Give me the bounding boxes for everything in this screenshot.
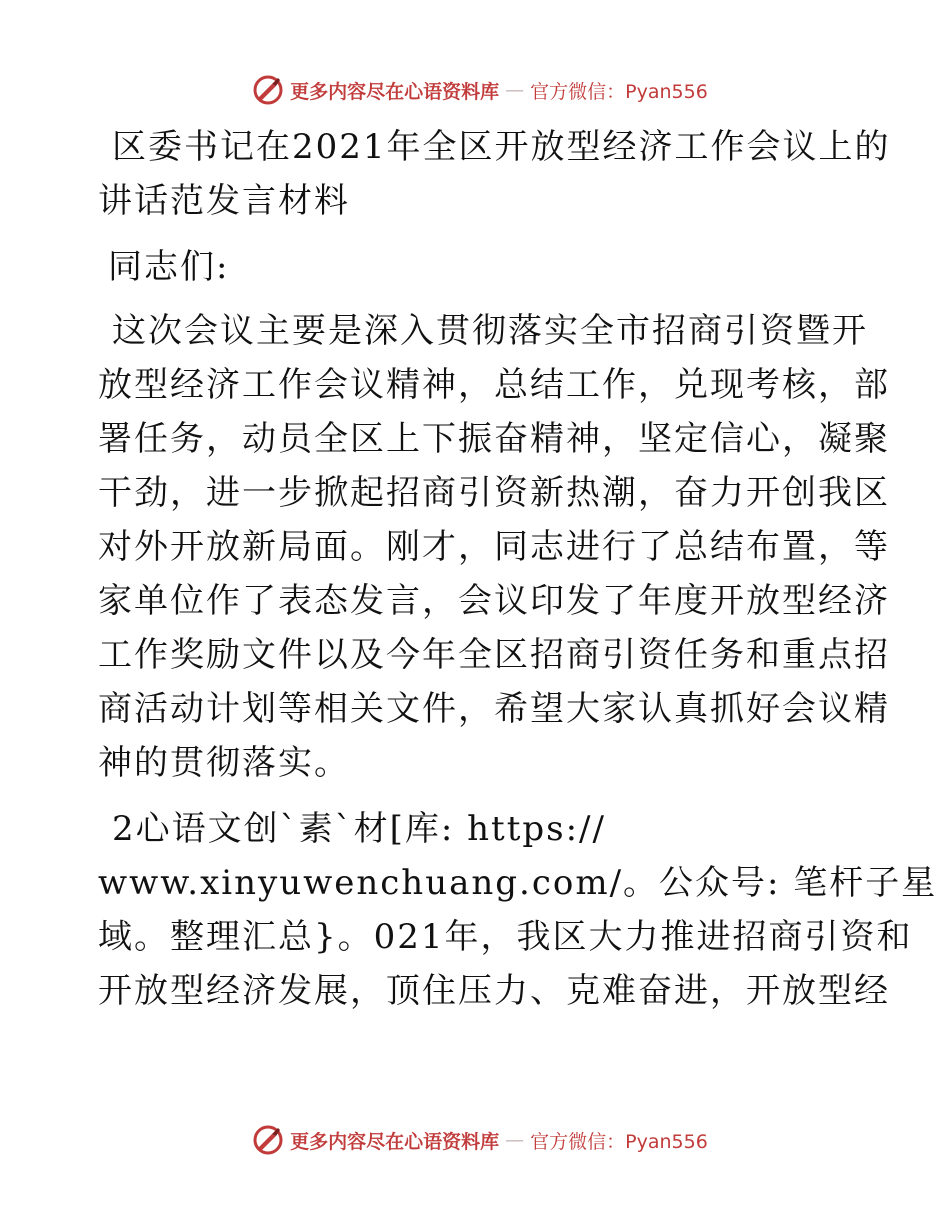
banner-wechat: 官方微信：Pyan556 [530, 80, 708, 103]
paragraph-line: www.xinyuwenchuang.com/。公众号: 笔杆子星 [98, 863, 938, 903]
paragraph-line: 商活动计划等相关文件，希望大家认真抓好会议精 [98, 689, 890, 729]
paragraph-line: 放型经济工作会议精神，总结工作，兑现考核，部 [98, 365, 890, 405]
pen-logo-icon [252, 74, 284, 106]
paragraph-line: 对外开放新局面。刚才，同志进行了总结布置，等 [98, 527, 890, 567]
pen-logo-icon [252, 1124, 284, 1156]
banner-dash: — [505, 1129, 525, 1151]
paragraph-line: 这次会议主要是深入贯彻落实全市招商引资暨开 [112, 311, 868, 351]
paragraph-line: 干劲，进一步掀起招商引资新热潮，奋力开创我区 [98, 473, 890, 513]
header-banner [0, 70, 950, 110]
banner-text: 更多内容尽在心语资料库 [290, 80, 500, 103]
document-body [98, 120, 938, 1018]
banner-dash: — [505, 79, 525, 101]
document-title [98, 120, 891, 228]
paragraph-line: 神的贯彻落实。 [98, 743, 350, 783]
banner-wechat: 官方微信：Pyan556 [530, 1130, 708, 1153]
greeting [98, 240, 858, 294]
paragraph-line: 2心语文创`素`材[库: https:// [112, 809, 606, 849]
paragraph-line: 开放型经济发展，顶住压力、克难奋进，开放型经 [98, 971, 890, 1011]
greeting-line: 同志们: [108, 247, 230, 287]
paragraph-line: 域。整理汇总}。021年，我区大力推进招商引资和 [98, 917, 913, 957]
footer-banner [0, 1120, 950, 1160]
paragraph-line: 家单位作了表态发言，会议印发了年度开放型经济 [98, 581, 890, 621]
banner-text: 更多内容尽在心语资料库 [290, 1130, 500, 1153]
paragraph-1 [98, 304, 890, 790]
paragraph-2 [98, 802, 938, 1018]
paragraph-line: 署任务，动员全区上下振奋精神，坚定信心，凝聚 [98, 419, 890, 459]
title-line: 讲话范发言材料 [98, 181, 350, 221]
paragraph-line: 工作奖励文件以及今年全区招商引资任务和重点招 [98, 635, 890, 675]
title-line: 区委书记在2021年全区开放型经济工作会议上的 [112, 127, 891, 167]
